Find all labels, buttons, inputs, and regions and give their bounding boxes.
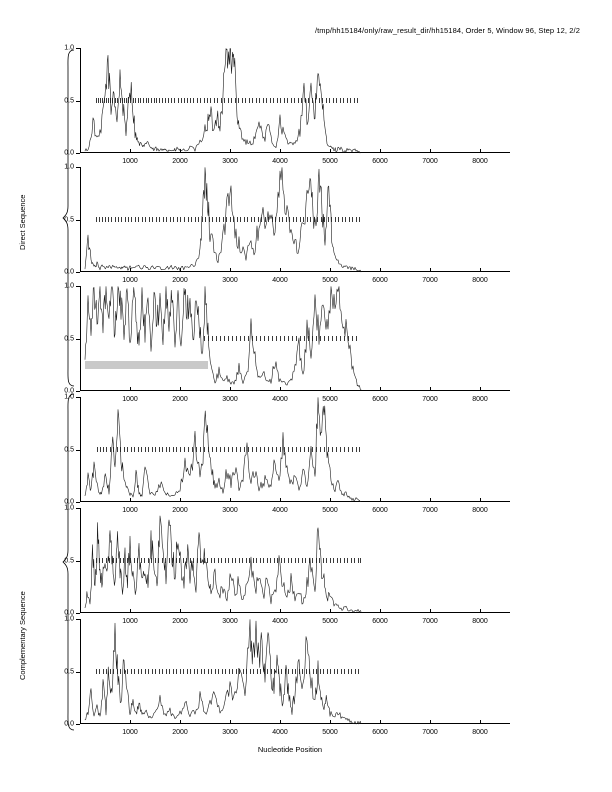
x-tick-label: 4000 [272, 158, 288, 165]
x-tick-label: 3000 [222, 277, 238, 284]
x-tick-label: 6000 [372, 277, 388, 284]
y-tick-label: 1.0 [64, 44, 74, 52]
ylabel-complementary-sequence: Complementary Sequence [18, 591, 27, 680]
x-tick-label: 2000 [172, 729, 188, 736]
coding-probability-trace [80, 508, 510, 613]
x-tick-label: 1000 [122, 396, 138, 403]
x-tick-label: 6000 [372, 396, 388, 403]
plot-panel-direct-frame-3 [64, 282, 510, 403]
x-tick-label: 4000 [272, 729, 288, 736]
y-tick-label: 1.0 [64, 504, 74, 512]
x-tick-label: 5000 [322, 396, 338, 403]
x-tick-label: 8000 [472, 396, 488, 403]
y-tick-label: 0.5 [64, 335, 74, 342]
x-tick-label: 5000 [322, 618, 338, 625]
y-tick-label: 0.0 [64, 609, 74, 617]
x-tick-label: 5000 [322, 729, 338, 736]
ylabel-direct-sequence: Direct Sequence [18, 194, 27, 250]
x-tick-label-row [80, 272, 510, 284]
x-tick-label: 3000 [222, 396, 238, 403]
coding-probability-trace [80, 397, 510, 502]
coding-probability-trace [80, 286, 510, 391]
x-tick-label: 5000 [322, 277, 338, 284]
x-tick-label-row [80, 153, 510, 165]
coding-probability-trace [80, 48, 510, 153]
x-tick-label: 3000 [222, 729, 238, 736]
x-tick-label: 4000 [272, 507, 288, 514]
y-tick-label: 1.0 [64, 615, 74, 623]
x-tick-label: 3000 [222, 618, 238, 625]
x-tick-label: 2000 [172, 158, 188, 165]
x-tick-label: 7000 [422, 158, 438, 165]
x-tick-label: 8000 [472, 729, 488, 736]
x-tick-label: 2000 [172, 618, 188, 625]
x-tick-label: 7000 [422, 507, 438, 514]
x-tick-label: 1000 [122, 507, 138, 514]
y-tick-label: 1.0 [64, 393, 74, 401]
plot-panel-direct-frame-2 [64, 163, 510, 284]
x-tick-label: 1000 [122, 618, 138, 625]
x-tick-label: 4000 [272, 277, 288, 284]
x-tick-label: 6000 [372, 729, 388, 736]
x-tick-label: 8000 [472, 618, 488, 625]
x-tick-label: 2000 [172, 507, 188, 514]
x-tick-label: 7000 [422, 277, 438, 284]
x-tick-label: 1000 [122, 729, 138, 736]
x-tick-label: 5000 [322, 158, 338, 165]
x-tick-label: 6000 [372, 158, 388, 165]
x-tick-label: 1000 [122, 277, 138, 284]
x-tick-label: 8000 [472, 507, 488, 514]
y-tick-label: 0.5 [64, 97, 74, 104]
x-tick-label: 1000 [122, 158, 138, 165]
plot-panel-complement-frame-1 [64, 393, 510, 514]
y-tick-label: 0.0 [64, 498, 74, 506]
x-tick-label: 6000 [372, 507, 388, 514]
x-tick-label: 2000 [172, 396, 188, 403]
x-tick-label: 4000 [272, 396, 288, 403]
y-tick-label: 0.0 [64, 387, 74, 395]
y-tick-label: 0.5 [64, 446, 74, 453]
x-tick-label: 2000 [172, 277, 188, 284]
x-tick-label: 8000 [472, 158, 488, 165]
x-tick-label: 4000 [272, 618, 288, 625]
x-tick-label: 5000 [322, 507, 338, 514]
y-tick-label: 1.0 [64, 282, 74, 290]
x-tick-label: 7000 [422, 618, 438, 625]
x-tick-label: 3000 [222, 158, 238, 165]
x-tick-label: 7000 [422, 729, 438, 736]
xlabel-nucleotide-position: Nucleotide Position [257, 745, 323, 754]
y-tick-label: 0.0 [64, 268, 74, 276]
y-tick-label: 0.5 [64, 557, 74, 564]
y-tick-label: 0.0 [64, 720, 74, 728]
x-tick-label-row [80, 724, 510, 736]
plot-panel-complement-frame-3 [64, 615, 510, 736]
plot-panel-direct-frame-1 [64, 44, 510, 165]
y-tick-label: 1.0 [64, 163, 74, 171]
coding-probability-trace [80, 167, 510, 272]
figure-title: /tmp/hh15184/only/raw_result_dir/hh15184, Order 5, Window 96, Step 12, 2/2 [314, 26, 580, 35]
x-tick-label: 3000 [222, 507, 238, 514]
y-tick-label: 0.5 [64, 668, 74, 675]
coding-probability-trace [80, 619, 510, 724]
x-tick-label: 6000 [372, 618, 388, 625]
y-tick-label: 0.5 [64, 216, 74, 223]
plot-panel-complement-frame-2 [64, 504, 510, 625]
x-tick-label: 7000 [422, 396, 438, 403]
x-tick-label: 8000 [472, 277, 488, 284]
y-tick-label: 0.0 [64, 149, 74, 157]
